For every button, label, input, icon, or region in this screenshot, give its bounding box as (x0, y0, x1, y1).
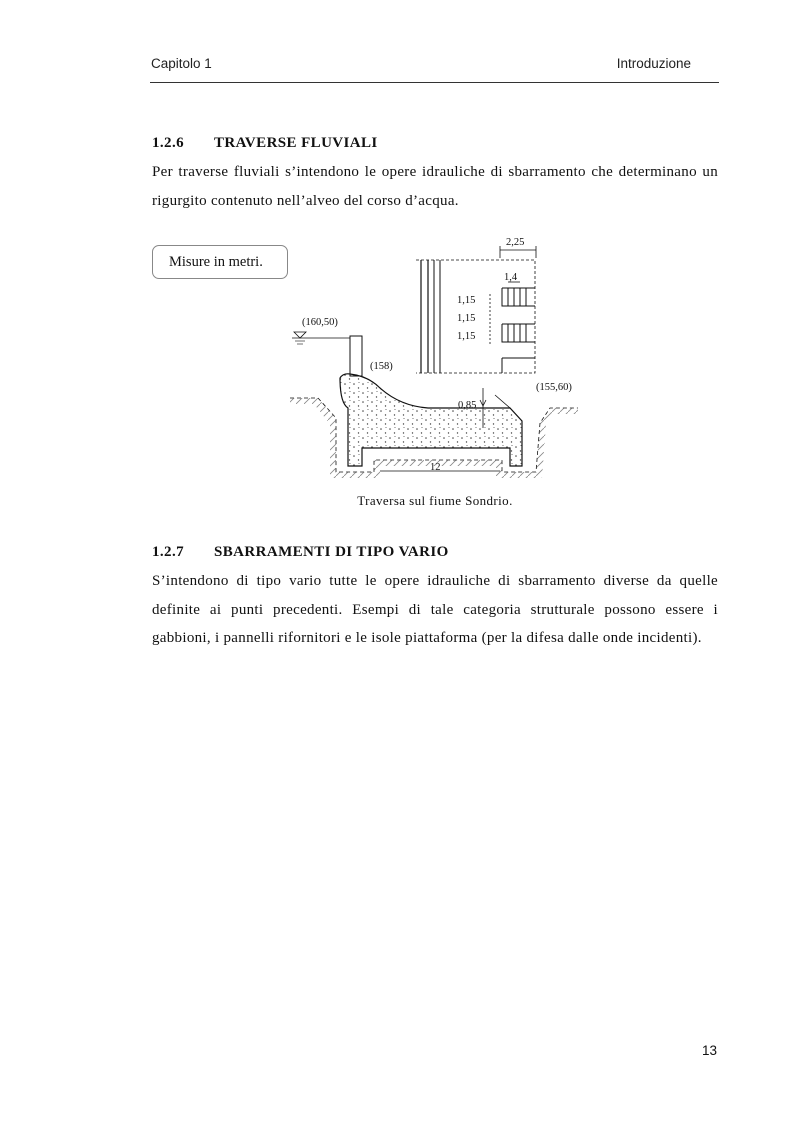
header-chapter: Capitolo 1 (151, 56, 212, 71)
paragraph-traverse-fluviali: Per traverse fluviali s’intendono le opere idrauliche di sbarramento che determinano un rigurgito contenuto nell’alveo del corso d’acqua. (152, 164, 718, 209)
label-apron-thickness: 0,85 (458, 400, 477, 411)
label-downstream-level: (155,60) (536, 382, 572, 393)
section-title: TRAVERSE FLUVIALI (214, 135, 378, 151)
page-number: 13 (702, 1043, 718, 1058)
section-heading-1-2-6 (152, 135, 378, 152)
weir-diagram (280, 228, 600, 480)
label-slot-height-1: 1,15 (457, 295, 476, 306)
measurement-note (152, 245, 288, 279)
label-slot-height-3: 1,15 (457, 331, 476, 342)
section-number: 1.2.7 (152, 544, 184, 560)
label-upstream-level: (160,50) (302, 317, 338, 328)
figure-caption: Traversa sul fiume Sondrio. (357, 493, 513, 508)
running-header (150, 56, 719, 83)
section-title: SBARRAMENTI DI TIPO VARIO (214, 544, 449, 560)
section-number: 1.2.6 (152, 135, 184, 151)
measurement-note-text: Misure in metri. (169, 254, 263, 270)
header-section-title: Introduzione (616, 56, 691, 71)
section-heading-1-2-7 (152, 544, 449, 561)
label-slot-height-2: 1,15 (457, 313, 476, 324)
label-base-length: 12 (430, 462, 441, 473)
plan-slots (502, 288, 535, 373)
label-top-width: 2,25 (506, 237, 525, 248)
label-crest-level: (158) (370, 361, 393, 372)
paragraph-sbarramenti-tipo-vario: S’intendono di tipo vario tutte le opere idrauliche di sbarramento diverse da quelle definite ai punti precedenti. Esempi di tale categoria strutturale possono essere i gabbioni, i pannelli rifornitori e le isole piattaforma (per la difesa dalle onde incidenti). (152, 573, 718, 646)
plan-view (416, 246, 536, 373)
label-slot-width: 1,4 (504, 272, 518, 283)
